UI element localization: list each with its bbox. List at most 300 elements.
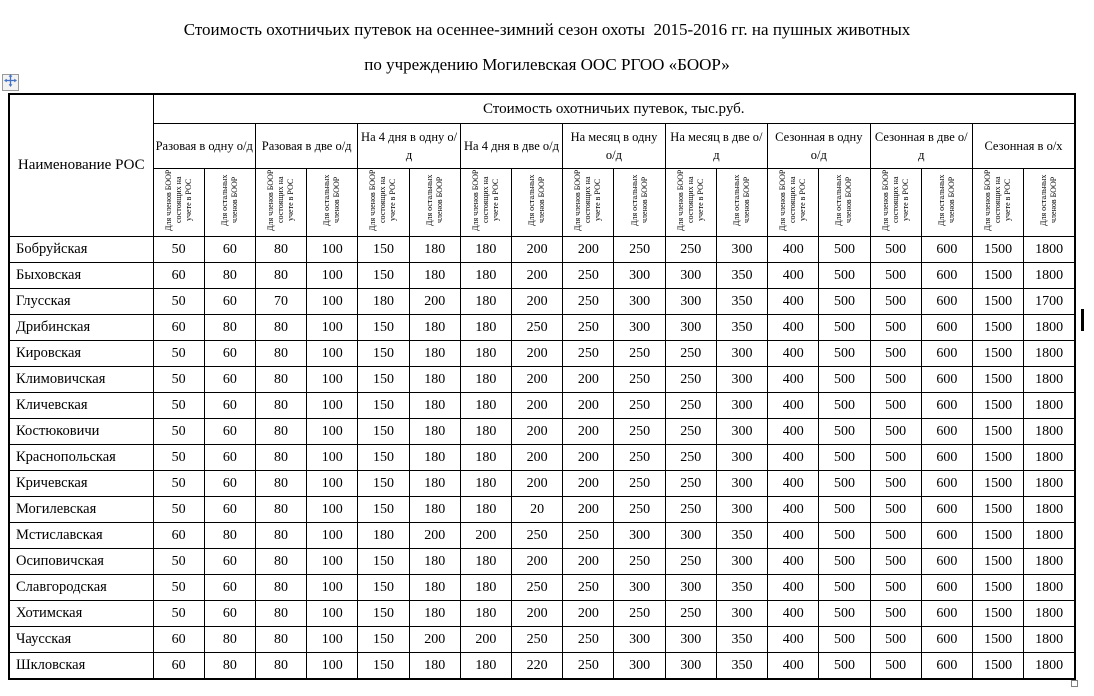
value-cell: 350	[716, 653, 767, 680]
value-cell: 350	[716, 289, 767, 315]
value-cell: 300	[614, 575, 665, 601]
value-cell: 500	[819, 549, 870, 575]
value-cell: 180	[409, 471, 460, 497]
table-row	[9, 523, 1075, 549]
row-name-cell: Кировская	[9, 341, 153, 367]
value-cell: 250	[665, 237, 716, 263]
value-cell: 250	[665, 601, 716, 627]
value-cell: 250	[665, 367, 716, 393]
value-cell: 1500	[973, 393, 1024, 419]
value-cell: 500	[870, 549, 921, 575]
value-cell: 600	[921, 653, 972, 680]
value-cell: 200	[512, 341, 563, 367]
value-cell: 80	[255, 393, 306, 419]
value-cell: 200	[512, 393, 563, 419]
subcol-header-cell	[358, 169, 409, 237]
table-row	[9, 601, 1075, 627]
value-cell: 500	[870, 575, 921, 601]
value-cell: 250	[665, 549, 716, 575]
table-row	[9, 315, 1075, 341]
value-cell: 60	[204, 497, 255, 523]
value-cell: 180	[409, 445, 460, 471]
value-cell: 600	[921, 289, 972, 315]
value-cell: 50	[153, 393, 204, 419]
subcol-header-cell	[716, 169, 767, 237]
value-cell: 250	[665, 445, 716, 471]
value-cell: 50	[153, 341, 204, 367]
subcol-header-other: Для остальных членов БООР	[629, 174, 649, 226]
value-cell: 250	[614, 393, 665, 419]
value-cell: 400	[768, 289, 819, 315]
value-cell: 150	[358, 237, 409, 263]
value-cell: 300	[716, 445, 767, 471]
subcol-header-other: Для остальных членов БООР	[834, 174, 854, 226]
value-cell: 180	[409, 419, 460, 445]
value-cell: 500	[870, 393, 921, 419]
value-cell: 300	[716, 341, 767, 367]
group-header-cell: На месяц в две о/д	[665, 124, 767, 169]
value-cell: 400	[768, 237, 819, 263]
value-cell: 500	[819, 367, 870, 393]
value-cell: 400	[768, 445, 819, 471]
value-cell: 500	[870, 289, 921, 315]
value-cell: 600	[921, 601, 972, 627]
value-cell: 400	[768, 367, 819, 393]
value-cell: 250	[563, 263, 614, 289]
value-cell: 300	[716, 367, 767, 393]
value-cell: 100	[307, 393, 358, 419]
value-cell: 400	[768, 341, 819, 367]
value-cell: 70	[255, 289, 306, 315]
value-cell: 1500	[973, 601, 1024, 627]
table-resize-handle[interactable]	[1071, 680, 1078, 687]
subcol-header-cell	[921, 169, 972, 237]
value-cell: 1800	[1024, 341, 1075, 367]
value-cell: 60	[204, 601, 255, 627]
value-cell: 400	[768, 627, 819, 653]
value-cell: 300	[665, 523, 716, 549]
value-cell: 60	[204, 237, 255, 263]
value-cell: 300	[614, 263, 665, 289]
value-cell: 100	[307, 445, 358, 471]
value-cell: 500	[819, 263, 870, 289]
value-cell: 200	[512, 471, 563, 497]
value-cell: 300	[716, 419, 767, 445]
subcol-header-cell	[973, 169, 1024, 237]
value-cell: 350	[716, 627, 767, 653]
row-name-cell: Кричевская	[9, 471, 153, 497]
table-row	[9, 289, 1075, 315]
document-title-line2: по учреждению Могилевская ООС РГОО «БООР»	[364, 55, 730, 74]
value-cell: 600	[921, 367, 972, 393]
value-cell: 600	[921, 237, 972, 263]
value-cell: 1800	[1024, 315, 1075, 341]
subcol-header-cell	[870, 169, 921, 237]
value-cell: 1500	[973, 445, 1024, 471]
value-cell: 600	[921, 263, 972, 289]
value-cell: 150	[358, 445, 409, 471]
value-cell: 500	[819, 575, 870, 601]
value-cell: 300	[716, 237, 767, 263]
value-cell: 200	[563, 419, 614, 445]
value-cell: 150	[358, 601, 409, 627]
value-cell: 250	[665, 393, 716, 419]
value-cell: 1800	[1024, 523, 1075, 549]
value-cell: 50	[153, 549, 204, 575]
value-cell: 1800	[1024, 237, 1075, 263]
value-cell: 1500	[973, 237, 1024, 263]
subcol-header-other: Для остальных членов БООР	[424, 174, 444, 226]
value-cell: 200	[563, 471, 614, 497]
value-cell: 500	[819, 601, 870, 627]
table-header-row-main	[9, 94, 1075, 124]
value-cell: 200	[512, 367, 563, 393]
value-cell: 100	[307, 575, 358, 601]
value-cell: 200	[563, 497, 614, 523]
subcol-header-other: Для остальных членов БООР	[732, 174, 752, 226]
value-cell: 180	[460, 653, 511, 680]
value-cell: 500	[819, 523, 870, 549]
value-cell: 1500	[973, 419, 1024, 445]
value-cell: 200	[460, 627, 511, 653]
value-cell: 150	[358, 471, 409, 497]
row-name-cell: Осиповичская	[9, 549, 153, 575]
value-cell: 1800	[1024, 497, 1075, 523]
value-cell: 200	[563, 393, 614, 419]
value-cell: 180	[460, 289, 511, 315]
value-cell: 80	[255, 315, 306, 341]
value-cell: 150	[358, 627, 409, 653]
value-cell: 200	[512, 263, 563, 289]
value-cell: 80	[255, 471, 306, 497]
value-cell: 600	[921, 419, 972, 445]
value-cell: 300	[614, 523, 665, 549]
value-cell: 500	[870, 419, 921, 445]
table-row	[9, 419, 1075, 445]
value-cell: 180	[409, 237, 460, 263]
value-cell: 300	[665, 627, 716, 653]
subcol-header-member: Для членов БООР состоящих на учете в РОС	[470, 169, 500, 231]
value-cell: 80	[255, 263, 306, 289]
row-name-cell: Кличевская	[9, 393, 153, 419]
value-cell: 200	[409, 627, 460, 653]
value-cell: 1800	[1024, 367, 1075, 393]
text-cursor	[1081, 309, 1084, 331]
value-cell: 250	[614, 341, 665, 367]
value-cell: 500	[819, 315, 870, 341]
table-header-row-groups	[9, 124, 1075, 169]
value-cell: 300	[614, 289, 665, 315]
value-cell: 250	[512, 315, 563, 341]
table-row	[9, 367, 1075, 393]
value-cell: 1500	[973, 523, 1024, 549]
row-name-cell: Чаусская	[9, 627, 153, 653]
value-cell: 80	[255, 575, 306, 601]
value-cell: 300	[665, 289, 716, 315]
subcol-header-cell	[768, 169, 819, 237]
value-cell: 180	[409, 263, 460, 289]
value-cell: 500	[819, 627, 870, 653]
value-cell: 300	[614, 627, 665, 653]
value-cell: 500	[819, 289, 870, 315]
value-cell: 200	[512, 445, 563, 471]
row-name-cell: Дрибинская	[9, 315, 153, 341]
value-cell: 180	[409, 497, 460, 523]
value-cell: 180	[460, 315, 511, 341]
value-cell: 200	[512, 289, 563, 315]
value-cell: 180	[460, 341, 511, 367]
value-cell: 150	[358, 419, 409, 445]
subcol-header-cell	[307, 169, 358, 237]
value-cell: 250	[614, 445, 665, 471]
value-cell: 1500	[973, 367, 1024, 393]
value-cell: 60	[204, 367, 255, 393]
value-cell: 80	[255, 653, 306, 680]
value-cell: 250	[614, 419, 665, 445]
value-cell: 150	[358, 315, 409, 341]
value-cell: 250	[665, 341, 716, 367]
value-cell: 400	[768, 471, 819, 497]
value-cell: 400	[768, 549, 819, 575]
value-cell: 100	[307, 471, 358, 497]
value-cell: 500	[819, 393, 870, 419]
value-cell: 20	[512, 497, 563, 523]
table-row	[9, 471, 1075, 497]
value-cell: 180	[358, 523, 409, 549]
row-name-cell: Глусская	[9, 289, 153, 315]
value-cell: 80	[204, 523, 255, 549]
value-cell: 250	[614, 367, 665, 393]
value-cell: 180	[358, 289, 409, 315]
value-cell: 1500	[973, 341, 1024, 367]
value-cell: 150	[358, 263, 409, 289]
group-header-cell: Разовая в одну о/д	[153, 124, 255, 169]
value-cell: 150	[358, 549, 409, 575]
value-cell: 600	[921, 549, 972, 575]
value-cell: 80	[255, 445, 306, 471]
subcol-header-cell	[512, 169, 563, 237]
table-move-handle[interactable]	[2, 74, 19, 91]
value-cell: 180	[460, 393, 511, 419]
value-cell: 80	[204, 315, 255, 341]
value-cell: 300	[716, 393, 767, 419]
group-header-cell: Сезонная в две о/д	[870, 124, 972, 169]
value-cell: 50	[153, 601, 204, 627]
value-cell: 200	[563, 601, 614, 627]
value-cell: 180	[409, 393, 460, 419]
value-cell: 600	[921, 471, 972, 497]
row-name-cell: Могилевская	[9, 497, 153, 523]
value-cell: 80	[255, 341, 306, 367]
subcol-header-member: Для членов БООР состоящих на учете в РОС	[880, 169, 910, 231]
value-cell: 400	[768, 653, 819, 680]
value-cell: 500	[819, 653, 870, 680]
value-cell: 400	[768, 263, 819, 289]
value-cell: 1800	[1024, 471, 1075, 497]
value-cell: 60	[204, 393, 255, 419]
value-cell: 60	[204, 575, 255, 601]
row-name-cell: Славгородская	[9, 575, 153, 601]
subcol-header-other: Для остальных членов БООР	[322, 174, 342, 226]
value-cell: 350	[716, 263, 767, 289]
value-cell: 500	[870, 367, 921, 393]
value-cell: 80	[255, 627, 306, 653]
value-cell: 500	[870, 315, 921, 341]
value-cell: 50	[153, 367, 204, 393]
value-cell: 100	[307, 601, 358, 627]
table-row	[9, 549, 1075, 575]
value-cell: 300	[716, 471, 767, 497]
group-header-cell: Разовая в две о/д	[255, 124, 357, 169]
row-name-cell: Быховская	[9, 263, 153, 289]
table-row	[9, 263, 1075, 289]
value-cell: 600	[921, 523, 972, 549]
table-row	[9, 341, 1075, 367]
table-row	[9, 445, 1075, 471]
value-cell: 180	[409, 367, 460, 393]
value-cell: 1800	[1024, 601, 1075, 627]
value-cell: 250	[563, 653, 614, 680]
value-cell: 400	[768, 315, 819, 341]
value-cell: 50	[153, 289, 204, 315]
subcol-header-member: Для членов БООР состоящих на учете в РОС	[675, 169, 705, 231]
value-cell: 300	[665, 575, 716, 601]
value-cell: 300	[716, 601, 767, 627]
value-cell: 600	[921, 393, 972, 419]
value-cell: 60	[204, 419, 255, 445]
subcol-header-other: Для остальных членов БООР	[527, 174, 547, 226]
value-cell: 400	[768, 601, 819, 627]
value-cell: 180	[460, 263, 511, 289]
value-cell: 1800	[1024, 419, 1075, 445]
value-cell: 60	[204, 341, 255, 367]
value-cell: 150	[358, 367, 409, 393]
value-cell: 60	[204, 445, 255, 471]
value-cell: 60	[153, 523, 204, 549]
value-cell: 250	[614, 471, 665, 497]
value-cell: 600	[921, 575, 972, 601]
value-cell: 100	[307, 263, 358, 289]
value-cell: 500	[819, 341, 870, 367]
value-cell: 500	[870, 627, 921, 653]
value-cell: 50	[153, 445, 204, 471]
value-cell: 180	[409, 653, 460, 680]
value-cell: 180	[460, 575, 511, 601]
value-cell: 100	[307, 627, 358, 653]
subcol-header-cell	[665, 169, 716, 237]
subcol-header-cell	[409, 169, 460, 237]
value-cell: 350	[716, 523, 767, 549]
value-cell: 180	[409, 575, 460, 601]
value-cell: 100	[307, 419, 358, 445]
value-cell: 80	[255, 497, 306, 523]
row-name-cell: Хотимская	[9, 601, 153, 627]
table-row	[9, 653, 1075, 680]
value-cell: 300	[614, 653, 665, 680]
value-cell: 200	[563, 445, 614, 471]
row-name-cell: Мстиславская	[9, 523, 153, 549]
value-cell: 400	[768, 575, 819, 601]
value-cell: 50	[153, 575, 204, 601]
value-cell: 600	[921, 315, 972, 341]
row-name-cell: Шкловская	[9, 653, 153, 680]
value-cell: 500	[870, 445, 921, 471]
value-cell: 600	[921, 341, 972, 367]
value-cell: 60	[204, 289, 255, 315]
value-cell: 250	[563, 575, 614, 601]
value-cell: 300	[716, 497, 767, 523]
value-cell: 250	[563, 315, 614, 341]
value-cell: 180	[460, 601, 511, 627]
subcol-header-other: Для остальных членов БООР	[219, 174, 239, 226]
group-header-cell: Сезонная в одну о/д	[768, 124, 870, 169]
value-cell: 180	[409, 601, 460, 627]
value-cell: 400	[768, 497, 819, 523]
table-row	[9, 627, 1075, 653]
subcol-header-cell	[563, 169, 614, 237]
value-cell: 300	[665, 315, 716, 341]
value-cell: 200	[409, 523, 460, 549]
value-cell: 180	[460, 419, 511, 445]
value-cell: 500	[870, 497, 921, 523]
value-cell: 150	[358, 653, 409, 680]
value-cell: 180	[409, 315, 460, 341]
value-cell: 220	[512, 653, 563, 680]
value-cell: 50	[153, 471, 204, 497]
value-cell: 250	[512, 627, 563, 653]
value-cell: 250	[665, 497, 716, 523]
value-cell: 1500	[973, 549, 1024, 575]
value-cell: 250	[665, 471, 716, 497]
value-cell: 50	[153, 419, 204, 445]
group-header-cell: На 4 дня в одну о/д	[358, 124, 460, 169]
value-cell: 1500	[973, 471, 1024, 497]
value-cell: 80	[204, 653, 255, 680]
subcol-header-member: Для членов БООР состоящих на учете в РОС	[778, 169, 808, 231]
value-cell: 150	[358, 341, 409, 367]
value-cell: 500	[870, 471, 921, 497]
value-cell: 50	[153, 237, 204, 263]
value-cell: 1500	[973, 315, 1024, 341]
value-cell: 1800	[1024, 445, 1075, 471]
value-cell: 180	[460, 237, 511, 263]
main-header-cell: Стоимость охотничьих путевок, тыс.руб.	[153, 94, 1075, 124]
value-cell: 350	[716, 315, 767, 341]
value-cell: 80	[255, 601, 306, 627]
value-cell: 200	[512, 601, 563, 627]
subcol-header-cell	[614, 169, 665, 237]
value-cell: 80	[255, 367, 306, 393]
value-cell: 50	[153, 497, 204, 523]
value-cell: 100	[307, 315, 358, 341]
value-cell: 100	[307, 523, 358, 549]
value-cell: 60	[204, 549, 255, 575]
value-cell: 250	[614, 237, 665, 263]
subcol-header-other: Для остальных членов БООР	[1039, 174, 1059, 226]
subcol-header-cell	[255, 169, 306, 237]
value-cell: 600	[921, 445, 972, 471]
value-cell: 500	[819, 471, 870, 497]
value-cell: 1500	[973, 263, 1024, 289]
value-cell: 200	[409, 289, 460, 315]
value-cell: 500	[819, 419, 870, 445]
group-header-cell: Сезонная в о/х	[973, 124, 1076, 169]
subcol-header-member: Для членов БООР состоящих на учете в РОС	[573, 169, 603, 231]
value-cell: 1800	[1024, 393, 1075, 419]
value-cell: 1500	[973, 497, 1024, 523]
row-name-cell: Краснопольская	[9, 445, 153, 471]
value-cell: 300	[614, 315, 665, 341]
